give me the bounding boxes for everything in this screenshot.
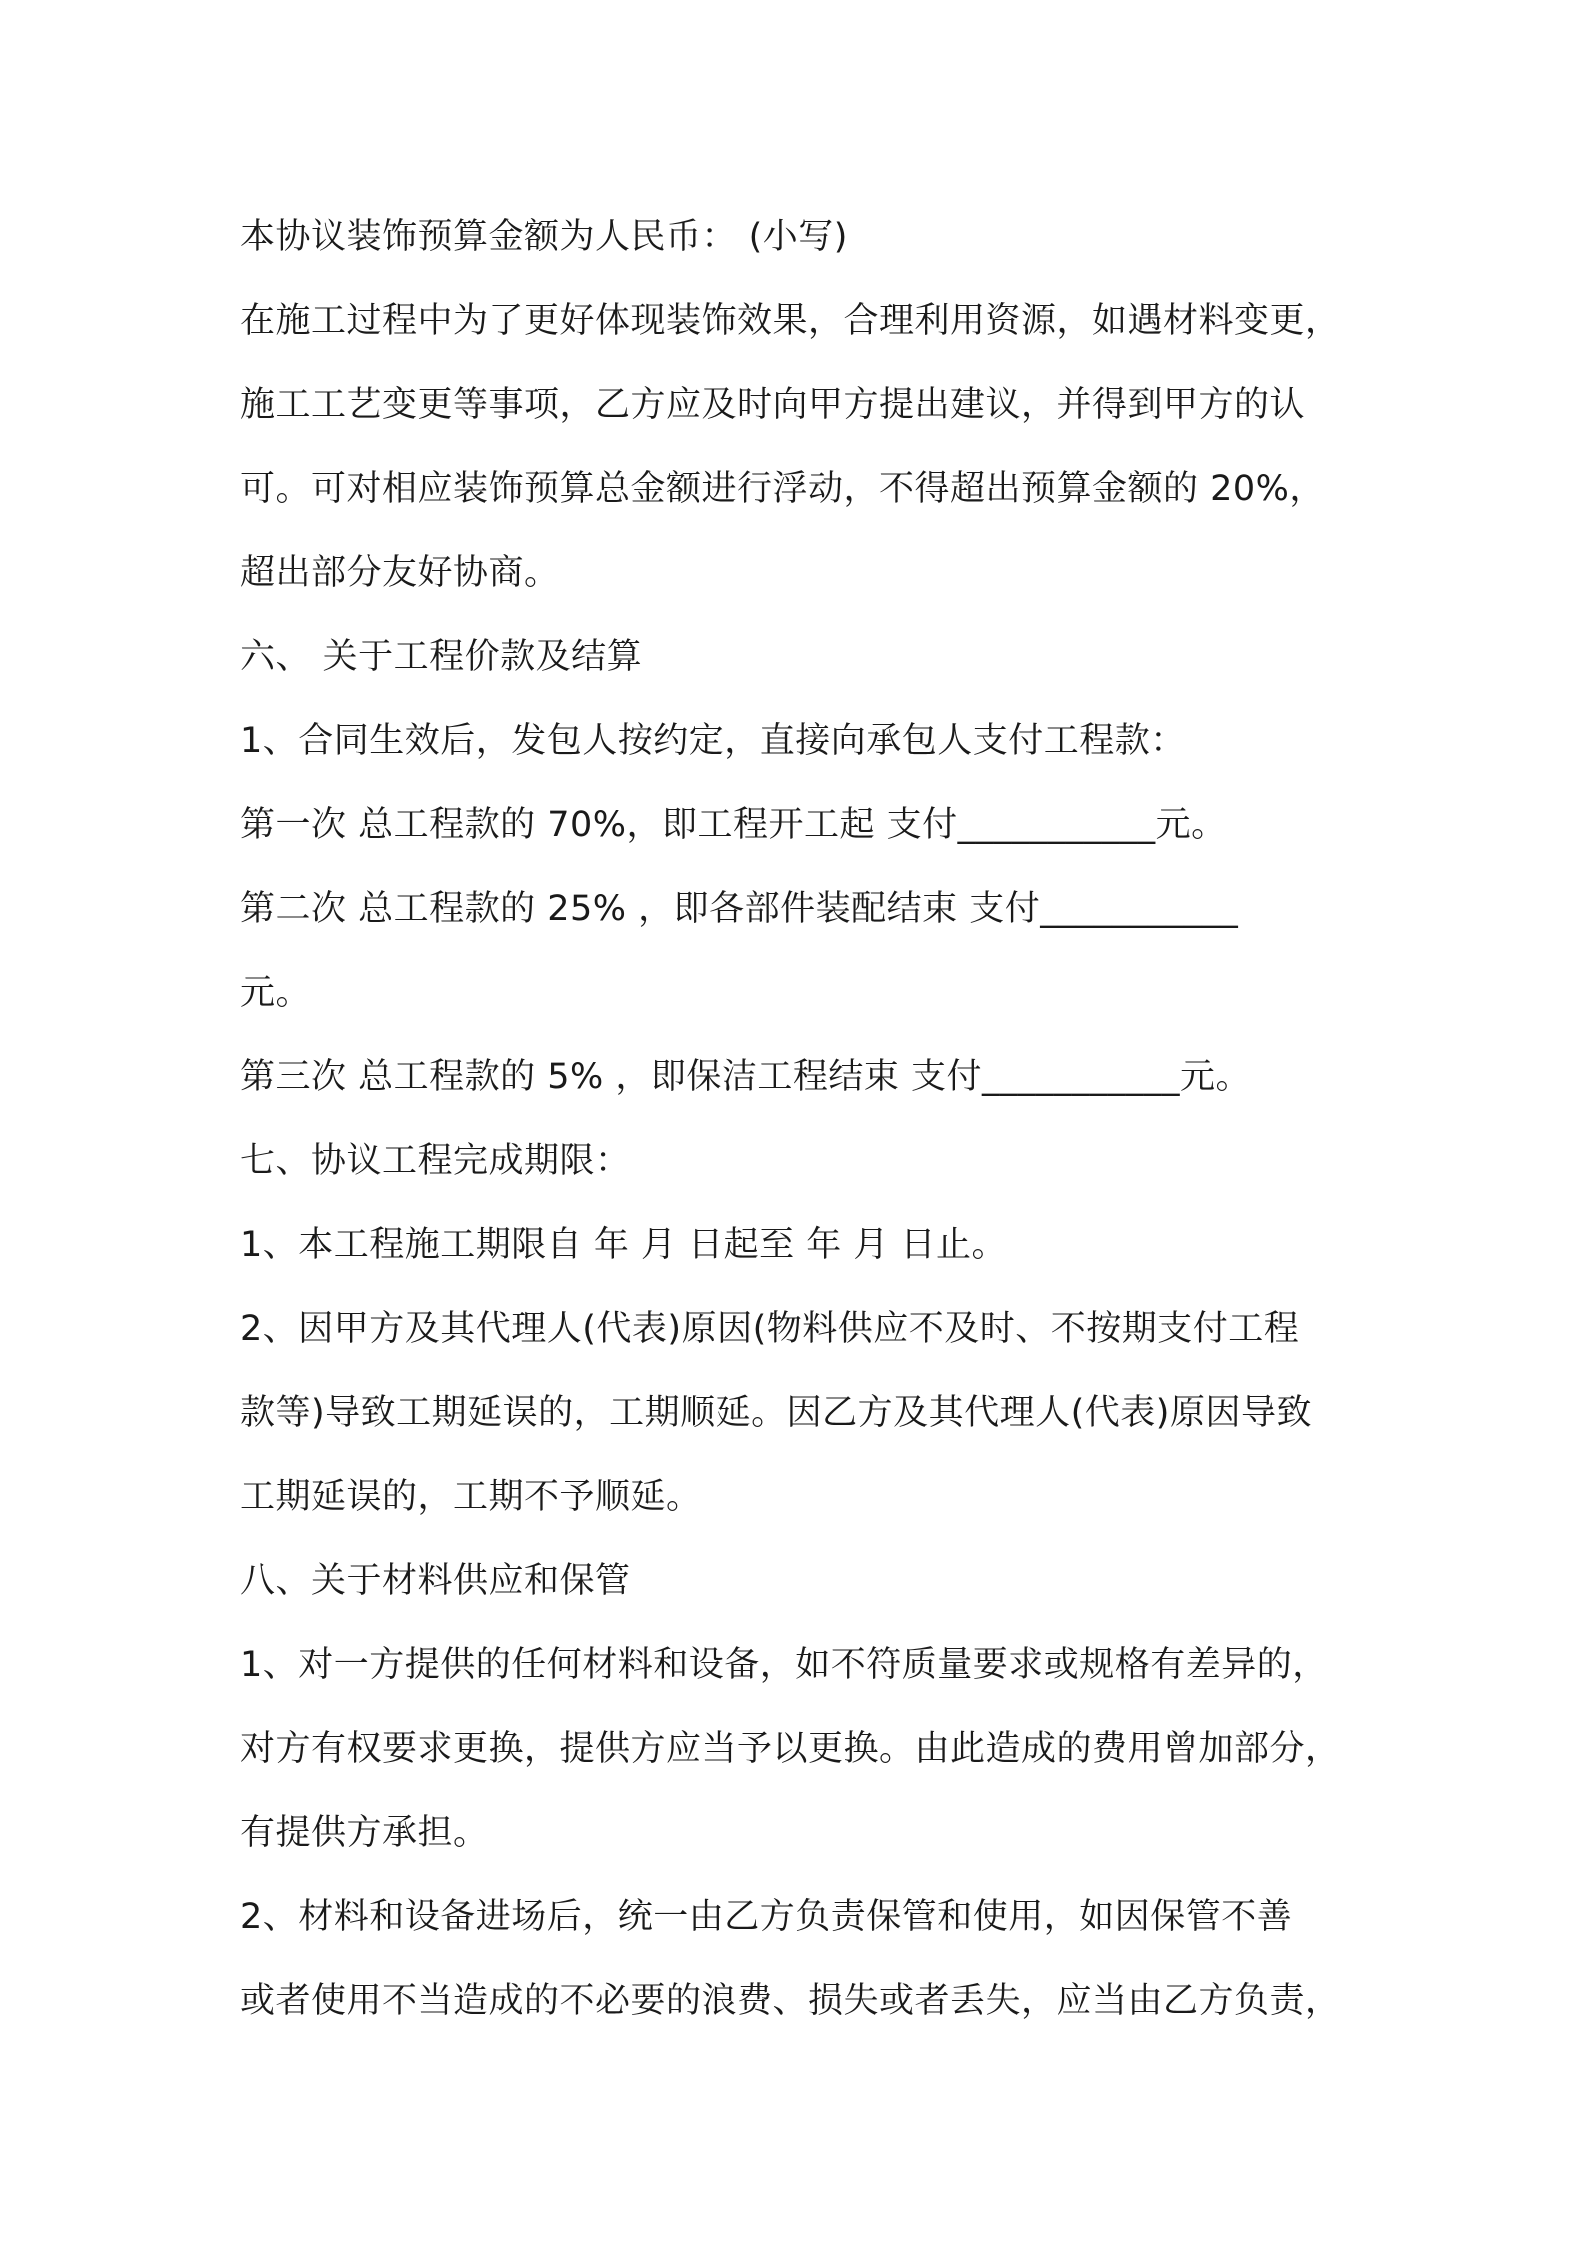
clause-line: 1、本工程施工期限自 年 月 日起至 年 月 日止。 [240,1225,1008,1265]
paragraph-line: 可。可对相应装饰预算总金额进行浮动，不得超出预算金额的 20%， [240,469,1325,509]
clause-line: 2、因甲方及其代理人(代表)原因(物料供应不及时、不按期支付工程 [240,1309,1300,1349]
clause-line: 对方有权要求更换，提供方应当予以更换。由此造成的费用曾加部分， [240,1729,1341,1769]
document-body [240,195,1370,2043]
paragraph-line: 施工工艺变更等事项，乙方应及时向甲方提出建议，并得到甲方的认 [240,385,1306,425]
clause-line: 2、材料和设备进场后，统一由乙方负责保管和使用，如因保管不善 [240,1897,1293,1937]
clause-line: 1、合同生效后，发包人按约定，直接向承包人支付工程款： [240,721,1186,761]
clause-line: 款等)导致工期延误的，工期顺延。因乙方及其代理人(代表)原因导致 [240,1393,1312,1433]
clause-line: 1、对一方提供的任何材料和设备，如不符质量要求或规格有差异的， [240,1645,1328,1685]
payment-second-line-cont: 元。 [240,973,312,1013]
clause-line: 或者使用不当造成的不必要的浪费、损失或者丢失，应当由乙方负责， [240,1981,1341,2021]
section-heading-seven: 七、协议工程完成期限： [240,1141,631,1181]
budget-amount-line: 本协议装饰预算金额为人民币： (小写) [240,217,848,257]
payment-first-line: 第一次 总工程款的 70%，即工程开工起 支付___________元。 [240,805,1227,845]
payment-second-line: 第二次 总工程款的 25% ，即各部件装配结束 支付___________ [240,889,1239,929]
payment-third-line: 第三次 总工程款的 5% ，即保洁工程结束 支付___________元。 [240,1057,1252,1097]
section-heading-eight: 八、关于材料供应和保管 [240,1561,631,1601]
paragraph-line: 在施工过程中为了更好体现装饰效果，合理利用资源，如遇材料变更， [240,301,1341,341]
clause-line: 有提供方承担。 [240,1813,489,1853]
clause-line: 工期延误的，工期不予顺延。 [240,1477,702,1517]
section-heading-six: 六、 关于工程价款及结算 [240,637,643,677]
paragraph-line: 超出部分友好协商。 [240,553,560,593]
